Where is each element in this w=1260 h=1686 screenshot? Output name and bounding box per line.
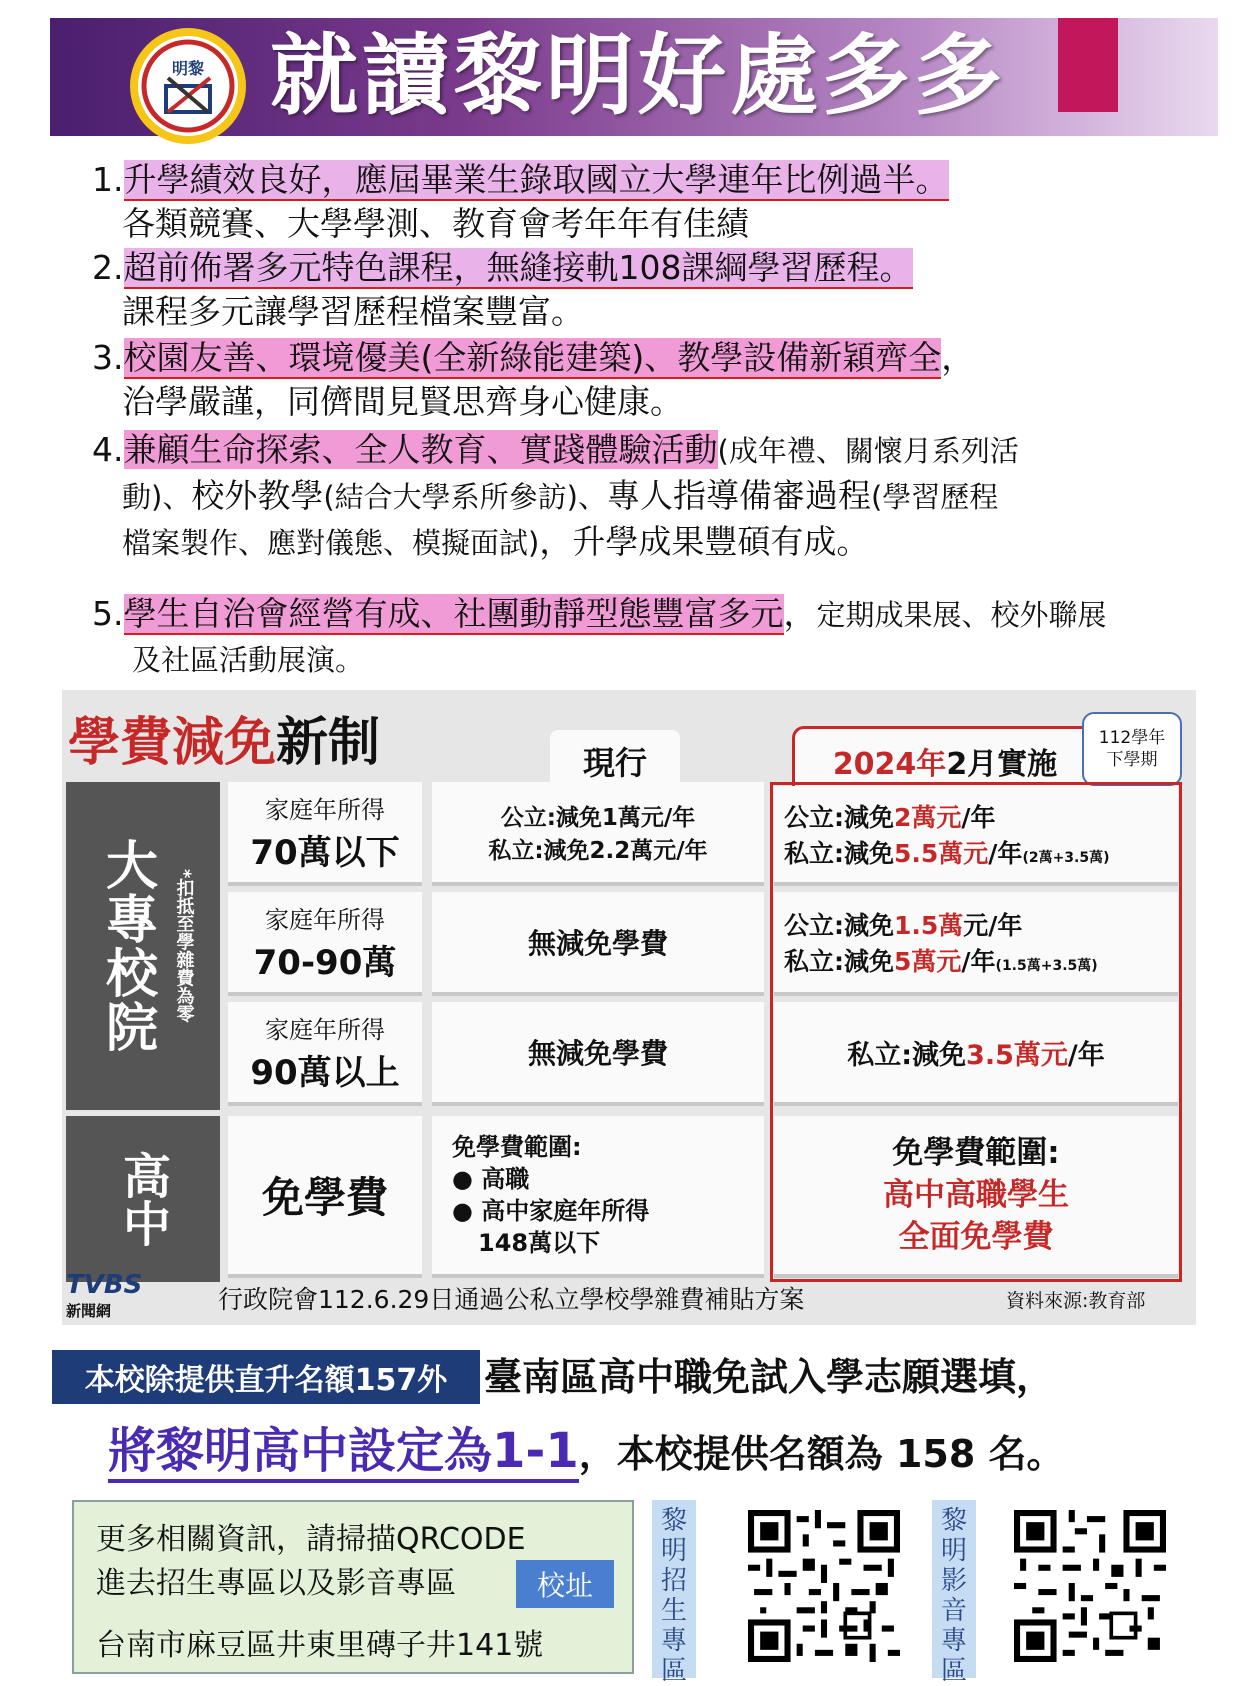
row2-new: 公立:減免1.5萬元/年 私立:減免5萬元/年(1.5萬+3.5萬) [774, 892, 1178, 992]
qr-label-video: 黎明影音專區 [932, 1500, 976, 1678]
benefit-4-detail-1: 動)、校外教學(結合大學系所參訪)、專人指導備審過程(學習歷程 [122, 476, 999, 515]
info-line-1: 更多相關資訊，請掃描QRCODE [96, 1522, 526, 1557]
benefit-5: 5.學生自治會經營有成、社團動靜型態豐富多元，定期成果展、校外聯展 [92, 594, 1107, 633]
exam-line-1: 臺南區高中職免試入學志願選填， [484, 1355, 1055, 1399]
row1-new: 公立:減免2萬元/年 私立:減免5.5萬元/年(2萬+3.5萬) [774, 786, 1178, 882]
column-new-header: 2024年 2月實施 [792, 726, 1098, 793]
benefit-4-detail-2: 檔案製作、應對儀態、模擬面試)，升學成果豐碩有成。 [122, 522, 870, 561]
benefit-3-highlight: 校園友善、環境優美(全新綠能建築)、教學設備新穎齊全 [123, 338, 942, 377]
benefit-1-highlight: 升學績效良好，應屆畢業生錄取國立大學連年比例過半。 [123, 160, 949, 199]
side-label-university: 大專校院 *扣抵至學雜費為零 [66, 782, 220, 1110]
benefit-2-highlight: 超前佈署多元特色課程，無縫接軌108課綱學習歷程。 [123, 248, 913, 287]
qr-code-admissions[interactable] [748, 1510, 900, 1662]
row2-income: 家庭年所得 70-90萬 [228, 892, 422, 992]
term-badge: 112學年 下學期 [1082, 712, 1182, 786]
tuition-infographic [62, 690, 1196, 1325]
benefit-1: 1.升學績效良好，應屆畢業生錄取國立大學連年比例過半。 [92, 160, 949, 199]
info-line-2: 進去招生專區以及影音專區 [96, 1566, 456, 1601]
info-box [72, 1500, 634, 1674]
row4-free: 免學費 [228, 1116, 422, 1274]
qr-code-video[interactable] [1014, 1510, 1166, 1662]
benefit-4: 4.兼顧生命探索、全人教育、實踐體驗活動(成年禮、關懷月系列活 [92, 430, 1019, 469]
address-label: 校址 [516, 1560, 614, 1608]
row3-income: 家庭年所得 90萬以上 [228, 1002, 422, 1102]
column-current-header: 現行 [550, 730, 680, 792]
benefit-2-detail: 課程多元讓學習歷程檔案豐富。 [122, 292, 584, 331]
banner-accent [1058, 18, 1118, 112]
benefit-4-highlight: 兼顧生命探索、全人教育、實踐體驗活動 [123, 430, 718, 469]
benefit-5-detail: 及社區活動展演。 [132, 643, 365, 677]
benefit-5-highlight: 學生自治會經營有成、社團動靜型態豐富多元 [123, 594, 784, 633]
benefit-1-detail: 各類競賽、大學學測、教育會考年年有佳績 [122, 204, 749, 243]
school-logo-icon [128, 26, 248, 146]
row3-new: 私立:減免3.5萬元/年 [774, 1002, 1178, 1102]
tuition-source: 資料來源:教育部 [1006, 1290, 1146, 1312]
qr-label-admissions: 黎明招生專區 [652, 1500, 696, 1678]
svg-text:明黎: 明黎 [171, 59, 205, 78]
row2-current: 無減免學費 [432, 892, 764, 992]
benefit-3-detail: 治學嚴謹，同儕間見賢思齊身心健康。 [122, 382, 683, 421]
benefit-3: 3.校園友善、環境優美(全新綠能建築)、教學設備新穎齊全， [92, 338, 975, 377]
address: 台南市麻豆區井東里磚子井141號 [96, 1628, 544, 1663]
row3-current: 無減免學費 [432, 1002, 764, 1102]
row1-current: 公立:減免1萬元/年 私立:減免2.2萬元/年 [432, 782, 764, 882]
page-title: 就讀黎明好處多多 [270, 24, 1007, 127]
side-label-highschool: 高中 [66, 1116, 220, 1282]
direct-admission-label: 本校除提供直升名額157外 [52, 1350, 480, 1404]
benefit-2: 2.超前佈署多元特色課程，無縫接軌108課綱學習歷程。 [92, 248, 913, 287]
row4-new: 免學費範圍: 高中高職學生 全面免學費 [774, 1116, 1178, 1274]
row4-current: 免學費範圍: ● 高職 ● 高中家庭年所得 148萬以下 [432, 1116, 764, 1274]
tuition-footer: 行政院會112.6.29日通過公私立學校學雜費補貼方案 [218, 1285, 805, 1314]
tvbs-logo: TVBS 新聞網 [66, 1270, 143, 1320]
row1-income: 家庭年所得 70萬以下 [228, 782, 422, 882]
tuition-title: 學費減免新制 [68, 713, 381, 773]
exam-line-2: 將黎明高中設定為1-1，本校提供名額為 158 名。 [108, 1412, 1065, 1481]
